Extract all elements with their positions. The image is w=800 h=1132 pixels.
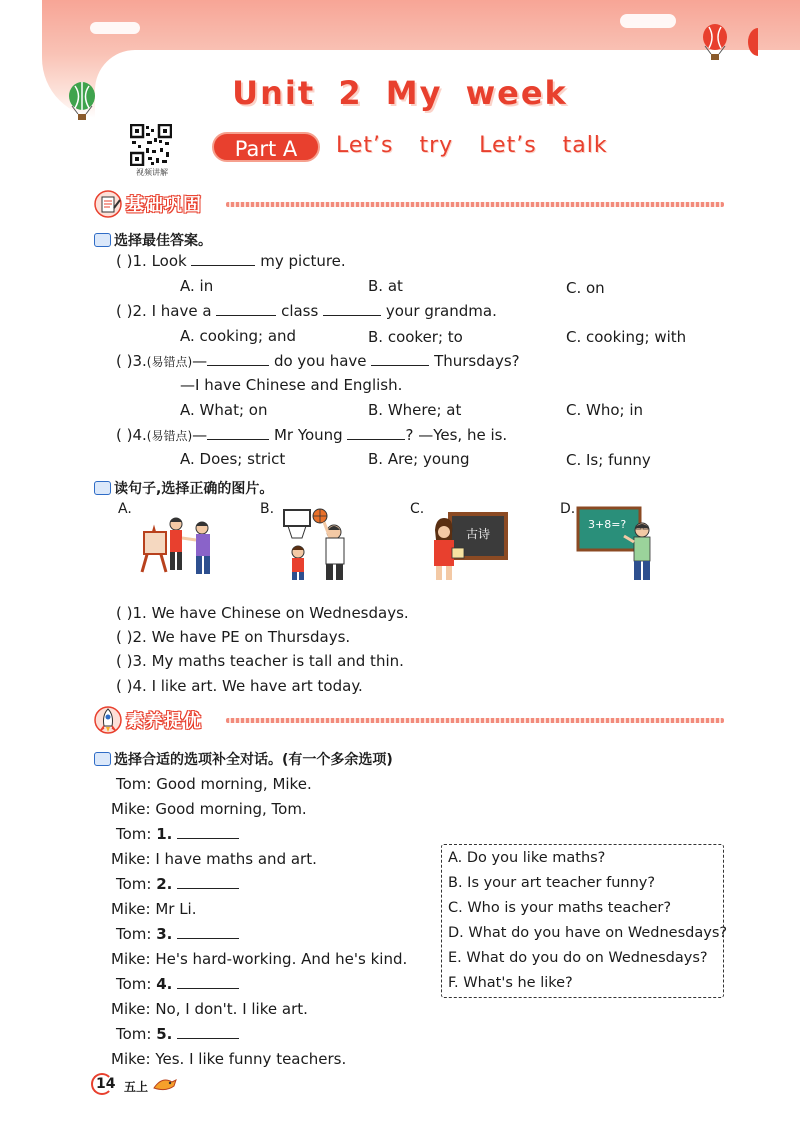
board-text: 古诗 [466,527,491,541]
question-item: ( )2. We have PE on Thursdays. [116,628,351,646]
dialogue-line: Mike: No, I don't. I like art. [111,1000,308,1018]
grade-label: 五上 [124,1080,149,1094]
dialogue-line: Mike: He's hard-working. And he's kind. [111,950,408,968]
picture-label: A. [118,501,132,517]
dialogue-line: Tom: 5. [116,1025,239,1043]
rocket-icon [94,706,124,734]
maths-class-picture[interactable] [576,506,666,582]
section-header [94,706,734,732]
art-class-picture[interactable] [136,512,228,578]
option-c[interactable]: C. Is; funny [566,451,651,469]
dialogue-option[interactable]: B. Is your art teacher funny? [448,875,656,891]
option-b[interactable]: B. Where; at [368,401,462,419]
bird-icon [152,1074,178,1094]
dialogue-option[interactable]: F. What's he like? [448,975,573,991]
question-badge-icon [94,752,111,766]
dialogue-answer: —I have Chinese and English. [180,376,403,394]
answer-blank[interactable] [177,938,239,939]
dialogue-line: Tom: Good morning, Mike. [116,775,312,793]
board-text: 3+8=? [588,518,627,531]
qr-caption: 视频讲解 [136,168,168,177]
option-a[interactable]: A. Does; strict [180,450,286,468]
answer-blank[interactable] [323,315,381,316]
section-header [94,190,734,216]
dialogue-line: Mike: Yes. I like funny teachers. [111,1050,347,1068]
part-subtitle: Let’s try Let’s talk [336,133,608,158]
question-badge-icon [94,481,111,495]
option-a[interactable]: A. cooking; and [180,327,297,345]
answer-blank[interactable] [177,888,239,889]
picture-label: B. [260,501,275,517]
option-c[interactable]: C. cooking; with [566,328,687,346]
dialogue-option[interactable]: D. What do you have on Wednesdays? [448,925,728,941]
cloud-decoration [620,14,676,28]
options-box [441,844,728,998]
chinese-class-picture[interactable] [430,510,510,582]
question-instruction: 选择合适的选项补全对话。(有一个多余选项) [94,749,393,769]
answer-blank[interactable] [177,1038,239,1039]
question-item: ( )3. My maths teacher is tall and thin. [116,652,404,670]
answer-blank[interactable] [191,265,255,266]
dialogue-option[interactable]: E. What do you do on Wednesdays? [448,950,708,966]
option-c[interactable]: C. Who; in [566,401,644,419]
question-item: ( )4.(易错点)— Mr Young ? —Yes, he is. [116,426,508,444]
dialogue-line: Tom: 1. [116,825,239,843]
part-bar [212,132,632,162]
question-badge-icon [94,233,111,247]
question-item: ( )4. I like art. We have art today. [116,677,363,695]
dialogue-line: Mike: I have maths and art. [111,850,317,868]
question-item: ( )1. We have Chinese on Wednesdays. [116,604,409,622]
answer-blank[interactable] [347,439,405,440]
hot-air-balloon-icon [744,28,758,68]
cloud-decoration [90,22,140,34]
question-item: ( )2. I have a class your grandma. [116,302,497,320]
question-instruction: 选择最佳答案。 [94,230,212,250]
option-a[interactable]: A. in [180,277,214,295]
dialogue-option[interactable]: C. Who is your maths teacher? [448,900,672,916]
part-label: Part A [212,132,320,162]
picture-options [110,498,670,588]
unit-title: Unit 2 My week [232,74,568,112]
dialogue-line: Mike: Good morning, Tom. [111,800,307,818]
picture-label: D. [560,501,576,517]
option-b[interactable]: B. cooker; to [368,328,463,346]
option-a[interactable]: A. What; on [180,401,268,419]
section-title: 基础巩固 [126,195,202,216]
option-c[interactable]: C. on [566,279,605,297]
pe-class-picture[interactable] [280,508,366,582]
question-item: ( )1. Look my picture. [116,252,346,270]
option-b[interactable]: B. at [368,277,403,295]
hot-air-balloon-icon [700,24,730,62]
option-b[interactable]: B. Are; young [368,450,470,468]
section-title: 素养提优 [126,711,202,732]
page-number: 14 [96,1076,116,1092]
question-item: ( )3.(易错点)— do you have Thursdays? [116,352,520,370]
qr-code-icon[interactable] [130,124,172,166]
answer-blank[interactable] [207,365,269,366]
dialogue-option[interactable]: A. Do you like maths? [448,850,606,866]
answer-blank[interactable] [177,988,239,989]
section-divider [226,202,724,207]
dialogue-line: Tom: 3. [116,925,239,943]
answer-blank[interactable] [371,365,429,366]
question-instruction: 读句子,选择正确的图片。 [94,478,273,498]
picture-label: C. [410,501,425,517]
dialogue-line: Mike: Mr Li. [111,900,197,918]
dialogue-line: Tom: 2. [116,875,239,893]
dialogue-line: Tom: 4. [116,975,239,993]
answer-blank[interactable] [216,315,276,316]
answer-blank[interactable] [207,439,269,440]
answer-blank[interactable] [177,838,239,839]
notebook-icon [94,190,124,218]
section-divider [226,718,724,723]
